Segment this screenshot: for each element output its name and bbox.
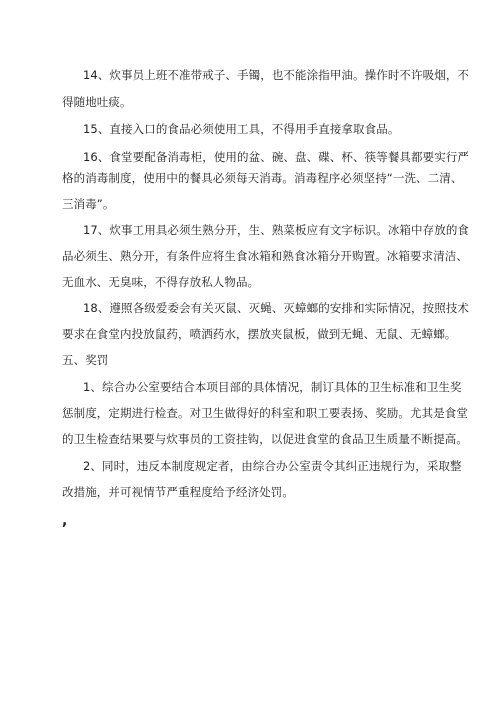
item-14-line-1: 14、炊事员上班不准带戒子、手镯，也不能涂指甲油。操作时不许吸烟，不 [83,68,470,82]
item-16-line-3: 三消毒”。 [62,197,115,211]
trailing-comma-mark: , [62,513,68,529]
reward-1-line-3: 的卫生检查结果要与炊事员的工资挂钩，以促进食堂的食品卫生质量不断提高。 [62,432,468,446]
section-heading-rewards: 五、奖罚 [62,353,109,367]
item-17-line-1: 17、炊事工用具必须生熟分开，生、熟菜板应有文字标识。冰箱中存放的食 [83,223,470,237]
item-16-line-2: 格的消毒制度，使用中的餐具必须每天消毒。消毒程序必须坚持“一洗、二清、 [62,171,463,185]
item-15-line-1: 15、直接入口的食品必须使用工具，不得用手直接拿取食品。 [83,122,400,136]
item-17-line-3: 无血水、无臭味，不得存放私人物品。 [62,275,260,289]
reward-1-line-2: 惩制度，定期进行检查。对卫生做得好的科室和职工要表扬、奖励。尤其是食堂 [62,406,468,420]
reward-1-line-1: 1、综合办公室要结合本项目部的具体情况，制订具体的卫生标准和卫生奖 [83,380,462,394]
item-18-line-1: 18、遵照各级爱委会有关灭鼠、灭蝇、灭蟑螂的安排和实际情况，按照技术 [83,301,470,315]
item-17-line-2: 品必须生、熟分开，有条件应将生食冰箱和熟食冰箱分开购置。冰箱要求清洁、 [62,249,468,263]
item-16-line-1: 16、食堂要配备消毒柜，使用的盆、碗、盘、碟、杯、筷等餐具都要实行严 [83,150,470,164]
reward-2-line-2: 改措施，并可视情节严重程度给予经济处罚。 [62,485,294,499]
item-14-line-2: 得随地吐痰。 [62,95,132,109]
item-18-line-2: 要求在食堂内投放鼠药，喷洒药水，摆放夹鼠板，做到无蝇、无鼠、无蟑螂。 [62,327,457,341]
reward-2-line-1: 2、同时，违反本制度规定者，由综合办公室责令其纠正违规行为，采取整 [83,459,462,473]
